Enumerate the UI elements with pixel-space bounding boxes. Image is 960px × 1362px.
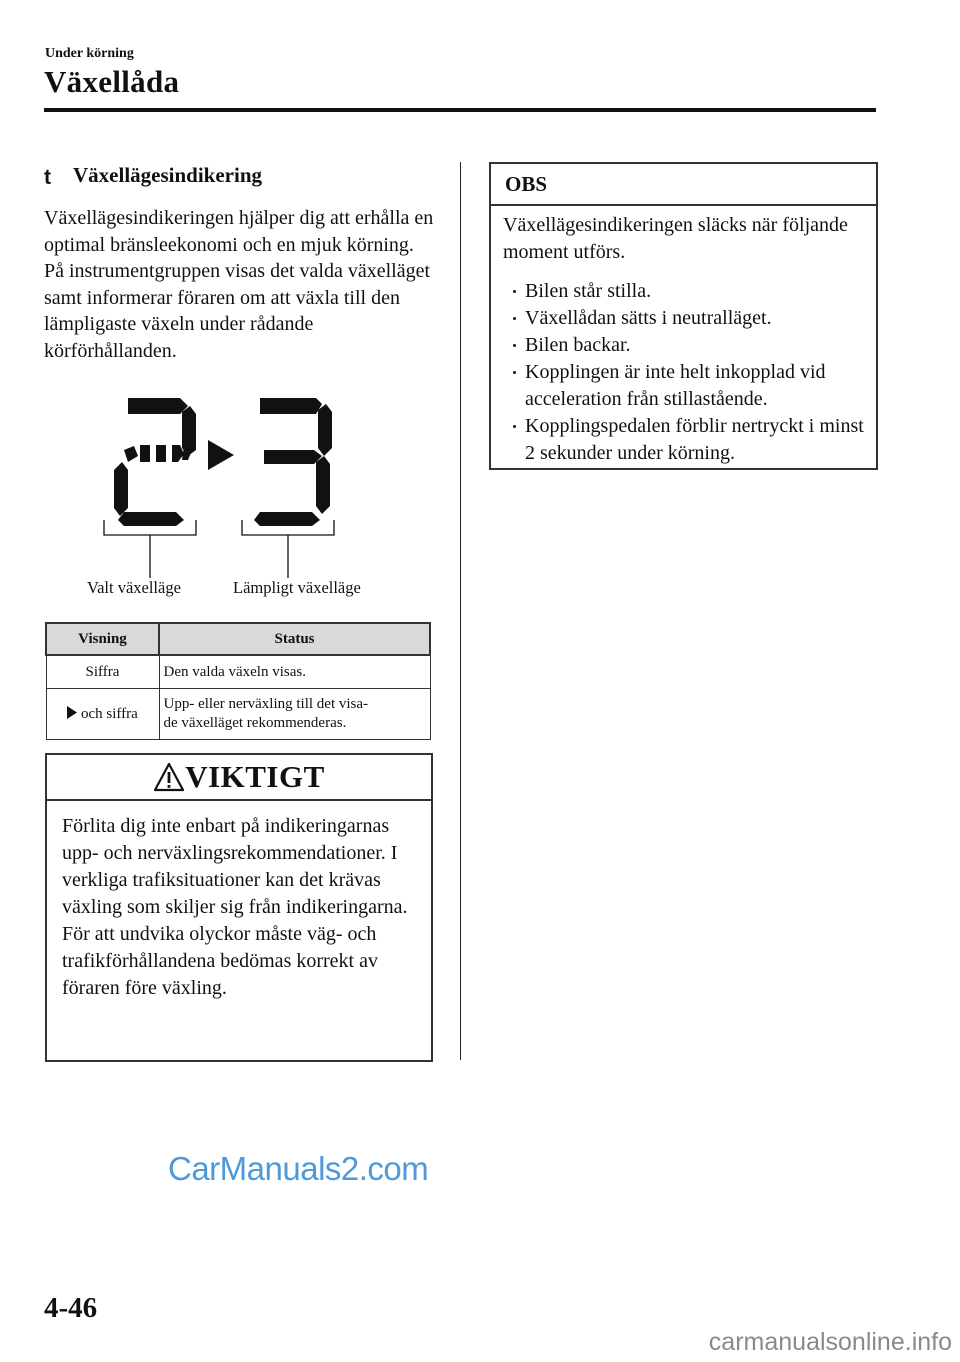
warning-box — [45, 753, 433, 1062]
label-selected-gear: Valt växelläge — [87, 578, 181, 597]
selected-gear-digit — [114, 398, 196, 526]
column-header-display: Visning — [46, 623, 159, 655]
label-suitable-gear: Lämpligt växelläge — [233, 578, 361, 597]
bullet-icon — [513, 344, 516, 347]
intro-paragraph: Växellägesindikeringen hjälper dig att erhålla en optimal bränsleekonomi och en mjuk körning. På instrumentgruppen visas det valda växelläget samt informerar föraren om att växla till den lämpligaste växeln under rådande körförhållanden. — [44, 207, 434, 362]
warning-header — [47, 755, 431, 801]
cell-display: Siffra — [46, 655, 159, 689]
bullet-icon — [513, 317, 516, 320]
table-row — [46, 655, 430, 689]
warning-title: VIKTIGT — [185, 759, 325, 794]
page-number: 4-46 — [44, 1292, 98, 1324]
cell-status-line-2: de växelläget rekommenderas. — [163, 715, 347, 731]
list-item: Kopplingspedalen förblir nertryckt i minst 2 sekunder under körning. — [503, 413, 866, 467]
cell-display — [46, 689, 159, 740]
cell-status-line-1: Upp- eller nerväxling till det visa- — [163, 696, 369, 712]
page-title: Växellåda — [44, 64, 180, 99]
segment-dashed — [124, 445, 192, 462]
title-rule — [44, 108, 876, 112]
cell-status — [159, 689, 430, 740]
shift-arrow-icon — [208, 440, 234, 470]
table-row — [46, 689, 430, 740]
arrow-icon — [67, 706, 77, 719]
warning-triangle-icon — [153, 762, 185, 792]
column-divider — [460, 162, 461, 1060]
footer-site-link[interactable]: carmanualsonline.info — [708, 1328, 952, 1356]
list-item: Kopplingen är inte helt inkopplad vid acceleration från stillastående. — [503, 359, 866, 413]
note-box — [489, 162, 878, 470]
note-title: OBS — [491, 164, 876, 206]
warning-text: Förlita dig inte enbart på indikeringarnas upp- och nerväxlingsrekommendationer. I verkliga trafiksituationer kan det krävas växling som skiljer sig från indikeringarna. För att undvika olyckor måste väg- och trafikförhållandena bedömas korrekt av föraren före växling. — [62, 815, 408, 999]
display-status-table — [45, 622, 431, 740]
cell-display-text: och siffra — [80, 705, 138, 722]
chapter-label: Under körning — [45, 46, 134, 61]
section-heading: Växellägesindikering — [73, 163, 263, 187]
column-header-status: Status — [159, 623, 430, 655]
note-list — [503, 278, 866, 467]
bullet-icon — [513, 425, 516, 428]
watermark-logo: CarManuals2.com — [168, 1150, 429, 1187]
list-item: Växellådan sätts i neutralläget. — [503, 305, 866, 332]
cell-status: Den valda växeln visas. — [159, 655, 430, 689]
bullet-icon — [513, 371, 516, 374]
note-intro: Växellägesindikeringen släcks när följande moment utförs. — [503, 214, 848, 263]
note-body — [491, 206, 876, 467]
suggested-gear-digit — [254, 398, 332, 526]
gear-indicator-illustration — [100, 390, 345, 585]
list-item: Bilen står stilla. — [503, 278, 866, 305]
section-marker: t — [44, 166, 51, 189]
list-item: Bilen backar. — [503, 332, 866, 359]
bullet-icon — [513, 290, 516, 293]
